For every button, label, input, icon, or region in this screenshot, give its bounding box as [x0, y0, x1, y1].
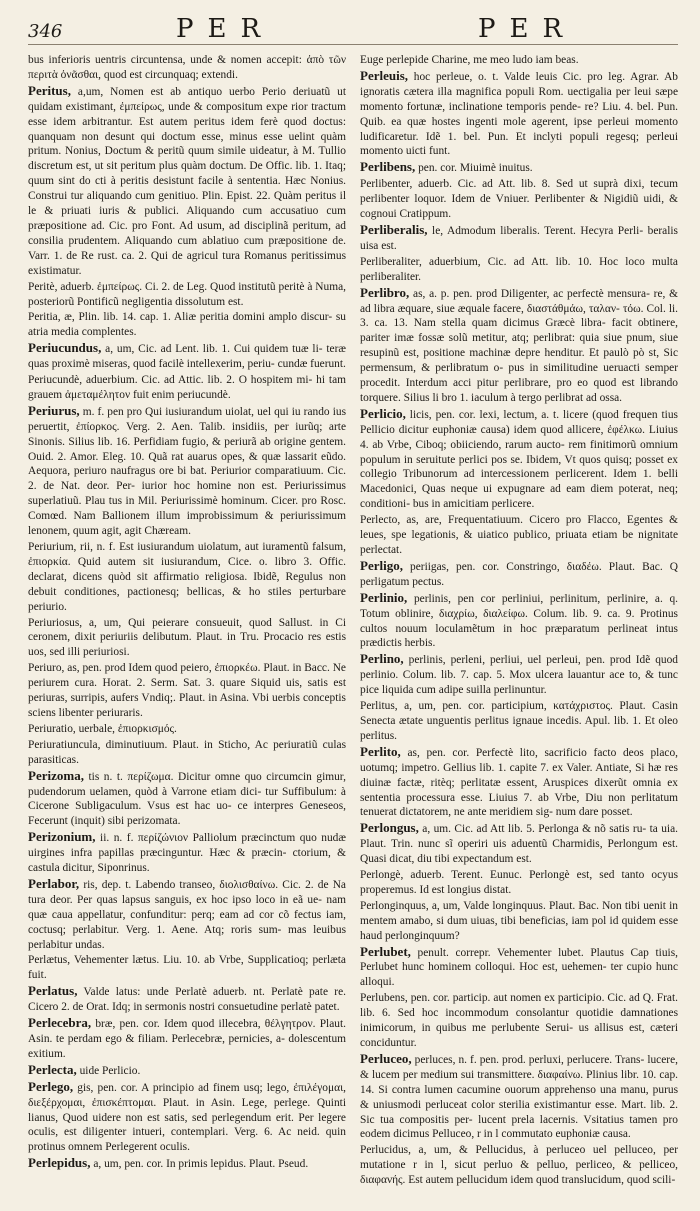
- entry-headword: Perluceo,: [360, 1050, 412, 1066]
- entry-text: a, um. Cic. ad Att lib. 5. Perlonga & nõ satis ru- ta uia. Plaut. Trin. nunc sĩ operiri uis aduentũ Charmidis, Perlongum est. Quasi dicat, diu tibi expectandum est.: [360, 823, 678, 866]
- entry-text: Periuro, as, pen. prod Idem quod peiero, ἐπιορκέω. Plaut. in Bacc. Ne periurem cura. Horat. 2. Serm. Sat. 3. quare Siquid uis, satis est periuras, surripis, aufers Vndiq;. Plaut. in Asina. Vbi uerbis conceptis sciens libenter periuraris.: [28, 662, 346, 719]
- right-column: [360, 53, 678, 1189]
- entry-headword: Perlabor,: [28, 875, 80, 891]
- entry-headword: Perlinio,: [360, 589, 408, 605]
- entry-text: Periucundè, aduerbium. Cic. ad Attic. lib. 2. O hospitem mi- hi tam grauem ἀμεταμέλητον fuit enim periucundè.: [28, 374, 346, 401]
- entry-headword: Periucundus,: [28, 340, 102, 356]
- entry-text: a, um, Cic. ad Lent. lib. 1. Cui quidem tuæ li- teræ quas proximè miseras, quod facilè intellexerim, periu- cundæ fuerunt.: [28, 343, 346, 371]
- dictionary-entry: [360, 255, 678, 285]
- entry-text: Perlonginquus, a, um, Valde longinquus. Plaut. Bac. Non tibi uenit in mentem amabo, si dum uiuas, tibi beneficias, iam pol id quidem esse haud perlonginquum?: [360, 899, 678, 942]
- entry-text: penult. correpr. Vehementer lubet. Plautus Cap tiuis, Perlubet hunc hominem colloqui. Hoc est, uehemen- ter cupio hunc alloqui.: [360, 946, 678, 989]
- dictionary-entry: [28, 1016, 346, 1062]
- entry-headword: Perlepidus,: [28, 1155, 91, 1171]
- entry-headword: Perlino,: [360, 651, 404, 667]
- dictionary-entry: [360, 1143, 678, 1188]
- dictionary-entry: [28, 953, 346, 983]
- dictionary-entry: [28, 84, 346, 279]
- dictionary-entry: [360, 69, 678, 159]
- dictionary-entry: [28, 373, 346, 403]
- dictionary-entry: [28, 877, 346, 953]
- entry-text: a, um, pen. cor. In primis lepidus. Plaut. Pseud.: [93, 1158, 309, 1171]
- entry-text: Periuratiuncula, diminutiuum. Plaut. in Sticho, Ac periuratiũ culas parasiticas.: [28, 738, 346, 766]
- entry-text: perluces, n. f. pen. prod. perluxi, perlucere. Trans- lucere, & lucem per medium sui transmittere. διαφαίνω. Plinius libr. 10. cap. 14. Si contra lumen cacumine ouorum apprehenso una manu, purus & uniusmodi perluceat color sterilia existimantur esse. Mart. lib. 2. Sic tua compositis per- lucent prela lacernis. Vsitatius tamen pro eodem dicimus Pelluceo, r in l commutato euphoniæ causa.: [360, 1053, 678, 1141]
- entry-headword: Perlito,: [360, 743, 401, 759]
- entry-text: bus inferioris uentris circuntensa, unde & nomen accepit: ἀπὸ τῶν περιτὰ ὀνᾶσθαι, quod est circunquaq; extendi.: [28, 54, 346, 81]
- dictionary-entry: [28, 738, 346, 768]
- entry-headword: Perlubet,: [360, 943, 411, 959]
- dictionary-entry: [28, 310, 346, 340]
- left-column: [28, 53, 346, 1189]
- page-header: [28, 14, 678, 45]
- entry-text: perlinis, perleni, perliui, uel perleui, pen. prod Idẽ quod perlinio. Colum. lib. 7. cap. 5. Mox ulcera lauantur ace to, & tunc pice liquida cum adipe suilla perlinuntur.: [360, 654, 678, 697]
- dictionary-entry: [28, 984, 346, 1015]
- dictionary-entry: [28, 722, 346, 737]
- entry-text: pen. cor. Miuimè inuitus.: [418, 162, 533, 175]
- entry-headword: Perlibro,: [360, 284, 410, 300]
- text-columns: [28, 53, 678, 1189]
- entry-headword: Perlego,: [28, 1078, 74, 1094]
- dictionary-entry: [28, 616, 346, 661]
- dictionary-entry: [360, 559, 678, 590]
- entry-text: hoc perleue, o. t. Valde leuis Cic. pro leg. Agrar. Ab ignoratis cætera illa magnifica populi Rom. uectigalia per leui sæpe momento fortunæ, inclinatione temporis pende- re? Liu. 4. bel. Pun. Quib. ea quæ hostes ingenti mole agerent, ipse perleui momento ludificaretur. Idẽ 1. bel. Pun. Et inclyti populi regesq; perleui momento uicti funt.: [360, 70, 678, 158]
- entry-text: Perlongè, aduerb. Terent. Eunuc. Perlongè est, sed tanto ocyus properemus. Id est longius distat.: [360, 869, 678, 896]
- entry-headword: Perlibens,: [360, 159, 416, 175]
- entry-text: Perlitus, a, um, pen. cor. participium, κατάχριστος. Plaut. Casin Senecta ætate unguentis perlitus ignaue incedis. Apul. lib. 1. Et oleo perlitus.: [360, 700, 678, 742]
- dictionary-entry: [360, 407, 678, 512]
- entry-headword: Peritus,: [28, 82, 71, 98]
- entry-headword: Perlecta,: [28, 1061, 77, 1077]
- entry-text: Perlibenter, aduerb. Cic. ad Att. lib. 8. Sed ut suprà dixi, tecum perlibenter loquor. Idem de Vniuer. Perlibenter & Nigidiũ uidi, & cognoui Cratippum.: [360, 178, 678, 221]
- dictionary-entry: [28, 404, 346, 539]
- dictionary-entry: [360, 945, 678, 991]
- entry-headword: Perizonium,: [28, 829, 96, 845]
- dictionary-entry: [360, 177, 678, 222]
- entry-text: Peritè, aduerb. ἐμπείρως. Ci. 2. de Leg. Quod institutũ peritè à Numa, posteriorũ Pontificũ negligentia dissolutum est.: [28, 280, 346, 308]
- entry-text: licis, pen. cor. lexi, lectum, a. t. licere (quod frequen tius Pellicio dicitur euphoniæ causa) idem quod allicere, ἐφέλκω. Liuius 4. ab Vrbe, Ciboq; obiiciendo, rarum aucto- rem finitimorũ omnium populum in seruitute perlici pos se. Ibidem, Vt quos quisq; posset ex collegio Tribunorum ad intercessionem perlicerent. Idem 1. belli Macedonici, Quas neque ui expugnare ad eam diem poterat, neq; conditioni- bus in amicitiam perlicere.: [360, 408, 678, 511]
- dictionary-entry: [28, 341, 346, 372]
- entry-text: Perlætus, Vehementer lætus. Liu. 10. ab Vrbe, Supplicatioq; perlæta fuit.: [28, 954, 346, 982]
- entry-headword: Perliberalis,: [360, 221, 428, 237]
- entry-text: le, Admodum liberalis. Terent. Hecyra Perli- beralis uisa est.: [360, 224, 678, 252]
- dictionary-entry: [28, 830, 346, 876]
- entry-headword: Perligo,: [360, 557, 403, 573]
- dictionary-entry: [360, 991, 678, 1051]
- entry-text: a,um, Nomen est ab antiquo uerbo Perio deriuatũ ut quidam existimant, ἐμπείρως, unde & compositum expe rior tractum esse idem arbitrantur. Est autem peritus idem ferè quod doctus: quanquam non desunt qui doctum esse, minus esse uelint quàm pritum. Nonius, Doctum & peritũ quum simile uideatur, à M. Tullio discretum est, ut sit peritum plus quàm doctum. De Offic. lib. 1. Itaq; quum sint do cti à peritis desistunt facile à sententia. Hæc Nonius. Construi tur aliquando cum genitiuo. Plin. Epist. 22. Quàm peritus il le & priuati iuris & publici. Aliquando cum accusatiuo cum præpositione ad. Cic. pro Font. Ad usum, ad disciplinã peritum, ad consilia prudentem. Aliquando cum ablatiuo cum præpositione de. Varr. 1. de Re rust. ca. 2. Qui de agricul tura Romanus peritissimus existimatur.: [28, 85, 346, 277]
- entry-text: Valde latus: unde Perlatè aduerb. nt. Perlatè pate re. Cicero 2. de Orat. Idq; in sermonis nostri consuetudine perlatè patet.: [28, 986, 346, 1014]
- entry-text: Perlucidus, a, um, & Pellucidus, à perluceo uel pelluceo, per mutatione r in l, sicut perluo & pelluo, perliceo, & pelliceo, διαφανής. Est autem pellucidum idem quod translucidum, quod scili-: [360, 1144, 678, 1187]
- dictionary-entry: [360, 1052, 678, 1142]
- entry-headword: Perlatus,: [28, 983, 78, 999]
- entry-text: Euge perlepide Charine, me meo ludo iam beas.: [360, 54, 579, 66]
- dictionary-entry: [28, 53, 346, 83]
- entry-text: m. f. pen pro Qui iusiurandum uiolat, uel qui iu rando ius peruertit, ἐπίορκος. Verg. 2. Aen. Talib. insidiis, per iurũq; arte Sinonis. Silius lib. 16. Perfidiam fugio, & periurã ab origine gentem. Ouid. 2. Amor. Eleg. 10. Quã rat auarus opes, & quæ lassarit eũdo. Aequora, periuro naufragus ore bi bat. Periurior comparatiuum. Cic. 2. de Nat. deor. Per- iurior hoc homine non est. Periurissimus superlatiuũ. Plau tus in Mil. Periurissimè hominum. Cicer. pro Rosc. Comœd. Nam Ballionem illum improbissimum & periurissimum lenonem, quum agit, agit Chæream.: [28, 405, 346, 538]
- entry-text: Perliberaliter, aduerbium, Cic. ad Att. lib. 10. Hoc loco multa perliberaliter.: [360, 255, 678, 283]
- dictionary-entry: [28, 661, 346, 721]
- dictionary-entry: [28, 1156, 346, 1172]
- entry-text: gis, pen. cor. A principio ad finem usq; lego, ἐπιλέγομαι, διεξέρχομαι, ἐπισκέπτομαι. Plaut. in Asin. Lege, perlege. Quinti lianus, Quod uidere non est satis, sed perlegendum erit. Per legere oculis, est diligenter intueri, contemplari. Verg. 6. Ac neid. quin protinus omnem Perlegerent oculis.: [28, 1081, 346, 1154]
- entry-text: Periuriosus, a, um, Qui peierare consueuit, quod Sallust. in Ci ceronem, dixit periuriis delibutum. Plaut. in Tru. Procacio res estis uos, sed illi periuriosi.: [28, 616, 346, 659]
- dictionary-entry: [360, 286, 678, 406]
- entry-text: ris, dep. t. Labendo transeo, διολισθαίνω. Cic. 2. de Na tura deor. Per quas lapsus sanguis, ex hoc ipso loco in eã ue- nam quæ caua appellatur, confunditur: perq; eam ad cor cõ fectus iam, coctusq; perlabitur. Verg. 1. Aene. Atq; roris sum- mas leuibus perlabitur undas.: [28, 878, 346, 951]
- entry-headword: Perlecebra,: [28, 1015, 92, 1031]
- dictionary-entry: [360, 868, 678, 898]
- entry-text: Periuratio, uerbale, ἐπιορκισμός.: [28, 722, 177, 735]
- dictionary-entry: [360, 899, 678, 944]
- entry-text: Periurium, rii, n. f. Est iusiurandum uiolatum, aut iuramentũ falsum, ἐπιορκία. Quid autem sit iusiurandum, Cice. o. libro 3. Offic. declarat, dicens quòd sit affirmatio religiosa. Ibidẽ, Regulus non debuit conditiones, pactionesq; bellicas, & ho stiles perturbare periurio.: [28, 541, 346, 613]
- page-number: 346: [28, 21, 63, 42]
- entry-text: periigas, pen. cor. Constringo, διαδέω. Plaut. Bac. Q perligatum pectus.: [360, 560, 678, 588]
- running-head-right: PER: [477, 14, 577, 44]
- entry-text: bræ, pen. cor. Idem quod illecebra, θέλγητρον. Plaut. Asin. te perdam ego & filiam. Perlecebræ, pernicies, a- dolescentum exitium.: [28, 1018, 346, 1060]
- entry-text: Peritia, æ, Plin. lib. 14. cap. 1. Aliæ peritia domini amplo discur- su atria media complentes.: [28, 311, 346, 339]
- entry-headword: Perlongus,: [360, 820, 419, 836]
- entry-text: as, a. p. pen. prod Diligenter, ac perfectè mensura- re, & ad libra æquare, siue æquale facere, διαστάθμάω, ταλαν- τόω. Col. li. 3. ca. 13. Nam stella quam dicimus Græcè libra- facit obtinere, pariter imæ fossæ solũ metitur, atq; perlibrat: quia siue pnum, siue resupinũ est, positione machinæ depre henditur. Et paulò pò st, Sic permensum, & perlibratum o- pus in similitudine ueruacti semper procedit. Interdum acci pitur perlibrare, pro eo quod est librando torquere. Silius li bro 1. iaculum à tergo perlibrat ad ossa.: [360, 287, 678, 404]
- entry-text: Perlecto, as, are, Frequentatiuum. Cicero pro Flacco, Egentes & leues, spe legationis, & uiatico publico, priuata etiam be nignitate perlectat.: [360, 514, 678, 556]
- dictionary-entry: [360, 53, 678, 68]
- dictionary-entry: [28, 769, 346, 830]
- dictionary-entry: [360, 699, 678, 744]
- dictionary-entry: [360, 745, 678, 821]
- entry-headword: Periurus,: [28, 402, 80, 418]
- entry-headword: Perleuis,: [360, 67, 409, 83]
- dictionary-entry: [28, 280, 346, 310]
- dictionary-entry: [360, 223, 678, 254]
- entry-headword: Perlicio,: [360, 405, 406, 421]
- entry-text: as, pen. cor. Perfectè lito, sacrificio facto deos placo, uotumq; impetro. Gellius lib. 1. capite 7. ex Valer. Antiate, Si hæ res diuinæ factæ, ritèq; perlitatæ essent, Aruspices dixerũt omnia ex sententia processura esse. Liuius 7. ab Vrbe, Diu non perlitatum tenuerat dictatorem, ne ante meridiem sig- num dare posset.: [360, 746, 678, 819]
- dictionary-entry: [360, 591, 678, 652]
- dictionary-entry: [28, 1080, 346, 1156]
- entry-text: Perlubens, pen. cor. particip. aut nomen ex participio. Cic. ad Q. Frat. lib. 6. Sed hoc incommodum consolantur quotidie damnationes inimicorum, in quibus me perlubente Serui- us allisus est, cæteri conciduntur.: [360, 992, 678, 1049]
- running-head-left: PER: [175, 14, 275, 44]
- dictionary-entry: [360, 821, 678, 867]
- entry-text: perlinis, pen cor perliniui, perlinitum, perlinire, a. q. Totum oblinire, διαχρίω, διαλείφω. Colum. lib. 9. ca. 9. Protinus cultos nouum loculamẽtum in hoc præparatum perlineat intus prædictis herbis.: [360, 592, 678, 650]
- dictionary-entry: [28, 540, 346, 615]
- entry-text: ii. n. f. περίζώνιον Palliolum præcinctum quo nudæ uirgines infra papillas præcinguntur. Hæc & præcin- ctorium, & castula dicitur, Siponrinus.: [28, 832, 346, 875]
- entry-headword: Perizoma,: [28, 767, 84, 783]
- dictionary-entry: [360, 652, 678, 698]
- dictionary-entry: [360, 513, 678, 558]
- dictionary-entry: [360, 160, 678, 176]
- entry-text: tis n. t. περίζωμα. Dicitur omne quo circumcin gimur, pudendorum uelamen, quòd à Varrone etiam dici- tur Suffibulum: à Cicerone Subligaculum. Vsus est hac uo- ce interpres Geneseos, Fecerunt (inquit) sibi perizomata.: [28, 770, 346, 828]
- dictionary-entry: [28, 1063, 346, 1079]
- entry-text: uide Perlicio.: [79, 1064, 141, 1077]
